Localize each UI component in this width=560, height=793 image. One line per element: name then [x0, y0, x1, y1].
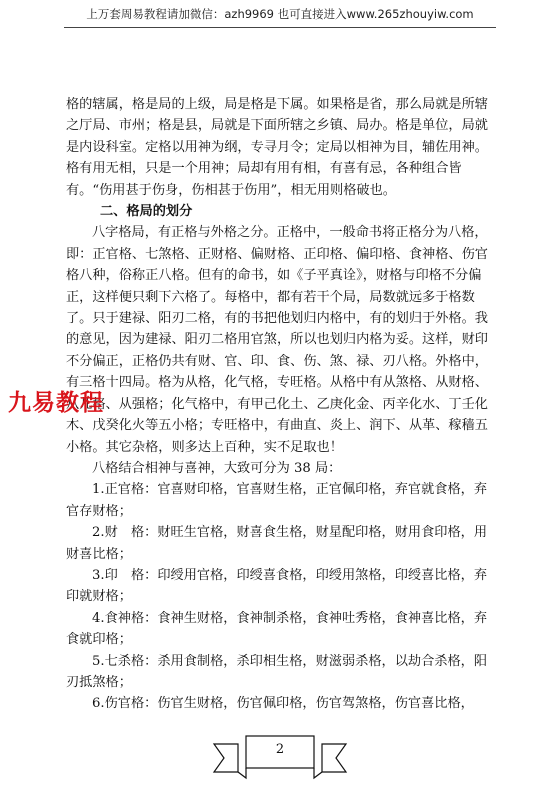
page-number: 2 — [275, 742, 285, 757]
division-paragraph: 八字格局，有正格与外格之分。正格中，一般命书将正格分为八格，即：正官格、七煞格、正财格、偏财格、正印格、偏印格、食神格、伤官格八种，俗称正八格。但有的命书，如《子平真诠》，财格与印格不分偏正，这样便只剩下六格了。每格中，都有若干个局，局数就远多于格数了。只于建禄、阳刃二格，有的书把他划归内格中，有的划归于外格。我的意见，因为建禄、阳刃二格用官煞，所以也划归内格为妥。这样，财印不分偏正，正格仍共有财、官、印、食、伤、煞、禄、刃八格。外格中，有三格十四局。格为从格，化气格，专旺格。从格中有从煞格、从财格、从儿格、从强格；化气格中，有甲己化土、乙庚化金、丙辛化水、丁壬化木、戊癸化火等五小格；专旺格中，有曲直、炎上、润下、从革、稼穑五小格。其它杂格，则多达上百种，实不足取也！ — [66, 225, 488, 455]
list-item: 1.正官格：官喜财印格，官喜财生格，正官佩印格，弃官就食格，弃官存财格； — [66, 482, 488, 519]
intro-paragraph: 格的辖属，格是局的上级，局是格是下属。如果格是省，那么局就是所辖之厅局、市州；格是县，局就是下面所辖之乡镇、局办。格是单位，局就是内设科室。定格以用神为纲，专寻月令；定局以相神为目，辅佐用神。格有用无相，只是一个用神；局却有用有相，有喜有忌，各种组合皆有。“伤用甚于伤身，伤相甚于伤用”，相无用则格破也。 — [66, 97, 488, 198]
page-number-ribbon — [210, 732, 350, 780]
watermark: 九易教程 — [8, 390, 104, 416]
list-item: 6.伤官格：伤官生财格，伤官佩印格，伤官驾煞格，伤官喜比格， — [92, 696, 474, 712]
list-item: 5.七杀格：杀用食制格，杀印相生格，财滋弱杀格，以劫合杀格，阳刃抵煞格； — [66, 653, 488, 690]
list-item: 2.财 格：财旺生官格，财喜食生格，财星配印格，财用食印格，用财喜比格； — [66, 525, 488, 562]
list-item: 4.食神格：食神生财格，食神制杀格，食神吐秀格，食神喜比格，弃食就印格； — [66, 610, 488, 648]
header-rule — [64, 27, 496, 28]
page-header: 上万套周易教程请加微信：azh9969 也可直接进入www.265zhouyiw.com — [86, 7, 474, 21]
section-heading: 二、格局的划分 — [100, 204, 193, 220]
page-body — [66, 94, 496, 715]
list-item: 3.印 格：印绶用官格，印绶喜食格，印绶用煞格，印绶喜比格，弃印就财格； — [66, 567, 488, 605]
combo-intro-paragraph: 八格结合相神与喜神，大致可分为 38 局： — [92, 460, 342, 476]
